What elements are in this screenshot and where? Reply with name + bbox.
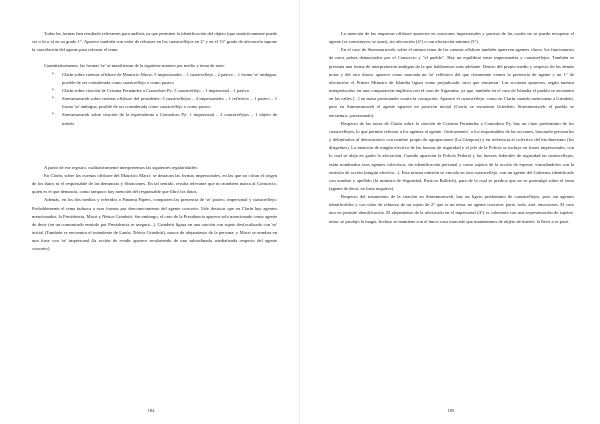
right-paragraph-2: En el caso de Sinesmuruweb, sobre el mismo tema de las cuentas offshore también aparecen agentes claros: los funcionarios de otros países denunciados por el Consorcio y "el pueblo". Hay un equilibrio entre impersonales y cuasirreflejos. También se presenta una forma de interpretación ambigua de la que hablaremos más adelante. Dentro del propio medio y respecto de las demás notas y del otro diario, aparece como marcada un 'se' reflexivo del que claramente vemos la presencia de agente y un 1° de afectación: el Primer Ministro de Islandia figura como perjudicado: tuvo que renunciar. Las acciones aparecen, según nuestra interpretación, en una comparación implícita con el caso de Argentina, ya que, también en el caso de Islandia el pueblo se encuentra en las calles [...] en masa protestando contra la corrupción. Aparece el cuasirreflejo, como en Clarín cuando mencionan a Grindetti, pero en Sinesmuruweb el agente aparece en posición inicial (Carrio se encuentra Grindetti; Sinesmuruweb: el pueblo se encuentra...protestando). xyxy=(329,47,574,118)
right-page xyxy=(329,30,574,400)
left-page xyxy=(32,30,277,400)
list-item: • Clarín sobre cuentas offshore de Mauricio Macri: 5 impersonales – 1 cuasirreflejo – 2 pasivo – 1 forma 'se' ambigua, posible de ser considerada como cuasirreflejo o como pasivo xyxy=(62,71,277,87)
page-gutter xyxy=(299,0,300,424)
page-number-left: 184 xyxy=(147,408,155,413)
left-paragraph-5: Además, en los dos medios y referidos a Panamá Papers, comparten las presencia de 'se' pasivo, impersonal y cuasirreflejo. Probablemente el tema induzca a esas formas por desconocimiento del agente concreto. Vale destacar que en Clarín hay agentes mencionados, la Presidencia, Macri y Néstor Grindetti. Sin embargo, el caso de la Presidencia aparece solo mencionado como agente de decir (en un comunicado emitido por Presidencia se aseguró...). Grindetti figura en una oración con sujeto desfocalizado con 'se' inicial (También se encuentra el intendente de Lanús, Néstor Grindetti), marca de alejamiento de la persona; y Macri se nombra en una frase con 'se' impersonal (la acción de evadir aparece recubriendo de una subordinada, mediatizada respecto del agente concreto). xyxy=(32,197,277,252)
left-paragraph-2: Cuantitativamente, las formas 'se' se manifiestan de la siguiente manera por medio y tema de nota: xyxy=(44,63,225,69)
list-item: • Clarín sobre citación de Cristina Fernández a Comodoro Py: 5 cuasirreflejo – 1 impersonal – 1 pasivo xyxy=(62,87,277,95)
right-paragraph-4: Respecto del tratamiento de la citación en Sinesmuruweb, hay un ligero predominio de cuasirreflejos, pero sin agentes identificables y con valor de refuerzo de un sujeto de 2° que se un tema, no agente concreto: parte, todo, aire, emociones. El caso uno no permite identificación. El alejamiento de la afectación en el impersonal (4°) es coherente con una representación de sujetos-tema: se produjo la magia. Incluso se mantiene con el único caso marcado que mantenemos de objeto de interés: la llevó a se pasó. xyxy=(329,194,574,224)
left-paragraph-3: A partir de ese registro, cualitativamente interpretemos las siguientes regularidades: xyxy=(44,164,198,170)
left-paragraph-4: En Clarín, sobre las cuentas offshore del Mauricio Macri: se destacan las formas impersonales, en las que no cifran el origen de los datos ni el responsable de las denuncias y filtraciones. En tal sentido, resulta relevante que no nombren nunca al Consorcio, quien es el que denuncia, como tampoco hay mención del responsable que filtró los datos. xyxy=(32,172,277,195)
page-number-right: 185 xyxy=(447,408,455,413)
bullet-list xyxy=(32,71,277,128)
left-paragraph-1: Todas las formas han resultado relevantes para análisis ya que permiten la identificación del objeto (que sintácticamente puede ser o-la o-s) en su grado 1°. Aparece también con valor de refuerzo en los cuasirreflejos en 2° y en el 13° grado de afectación supone la cancelación del agente para reforzar el tema. xyxy=(32,31,277,53)
list-item: • Sinesmuruweb sobre cuentas offshore del presidente: 3 cuasirreflejos – 4 impersonales – 1 reflexivo – 1 pasivo – 1 forma 'se' ambigua, posible de ser considerada como cuasirreflejo o como pasivo xyxy=(62,95,277,111)
right-paragraph-3: Respecto de las notas de Clarín sobre la citación de Cristina Fernández a Comodoro Py, hay un claro predominio de los cuasirreflejos, lo que permite reforzar a los agentes al agente, 'tácticamente', a los responsables de las acciones, buscando precisarlos y delimitarlos al demostrativo con nombre propio de agrupaciones (La Cámpora) y en referencia al colectivo del kirchnerismo (los dirigentes). La mención de ningún efectivo de las fuerzas de seguridad y el jefe de la Policía se incluye en frases impersonales, con lo cual se aleja en grado la afectación. Cuando aparecen la Policía Federal y las fuerzas federales de seguridad en cuasirreflejos, están nombrados esos agentes colectivos, sin identificación personal y como sujetos de la acción de esperar, vinculándolos con la omisión de acción (ningún efectivo...). Esta misma omisión se vincula en otra cuasirreflejo, con un agente del Gobierno identificado con nombre y apellido (la ministra de Seguridad, Patricia Bullrich), para de la cual se predica que no se promulgó sobre el tema (agente de decir, en frase negativa). xyxy=(329,120,574,191)
list-item: • Sinesmuruweb sobre citación de la expresidenta a Comodoro Py: 1 impersonal – 2 cuasirreflejos – 1 objeto de interés xyxy=(62,111,277,127)
right-paragraph-1: La mención de las empresas offshore aparecen en oraciones impersonales y pasivas de las cuales no se puede recuperar el agente (se constituyen, se usan), sin afectación (4°) o con afectación mínima (5°). xyxy=(329,31,574,45)
